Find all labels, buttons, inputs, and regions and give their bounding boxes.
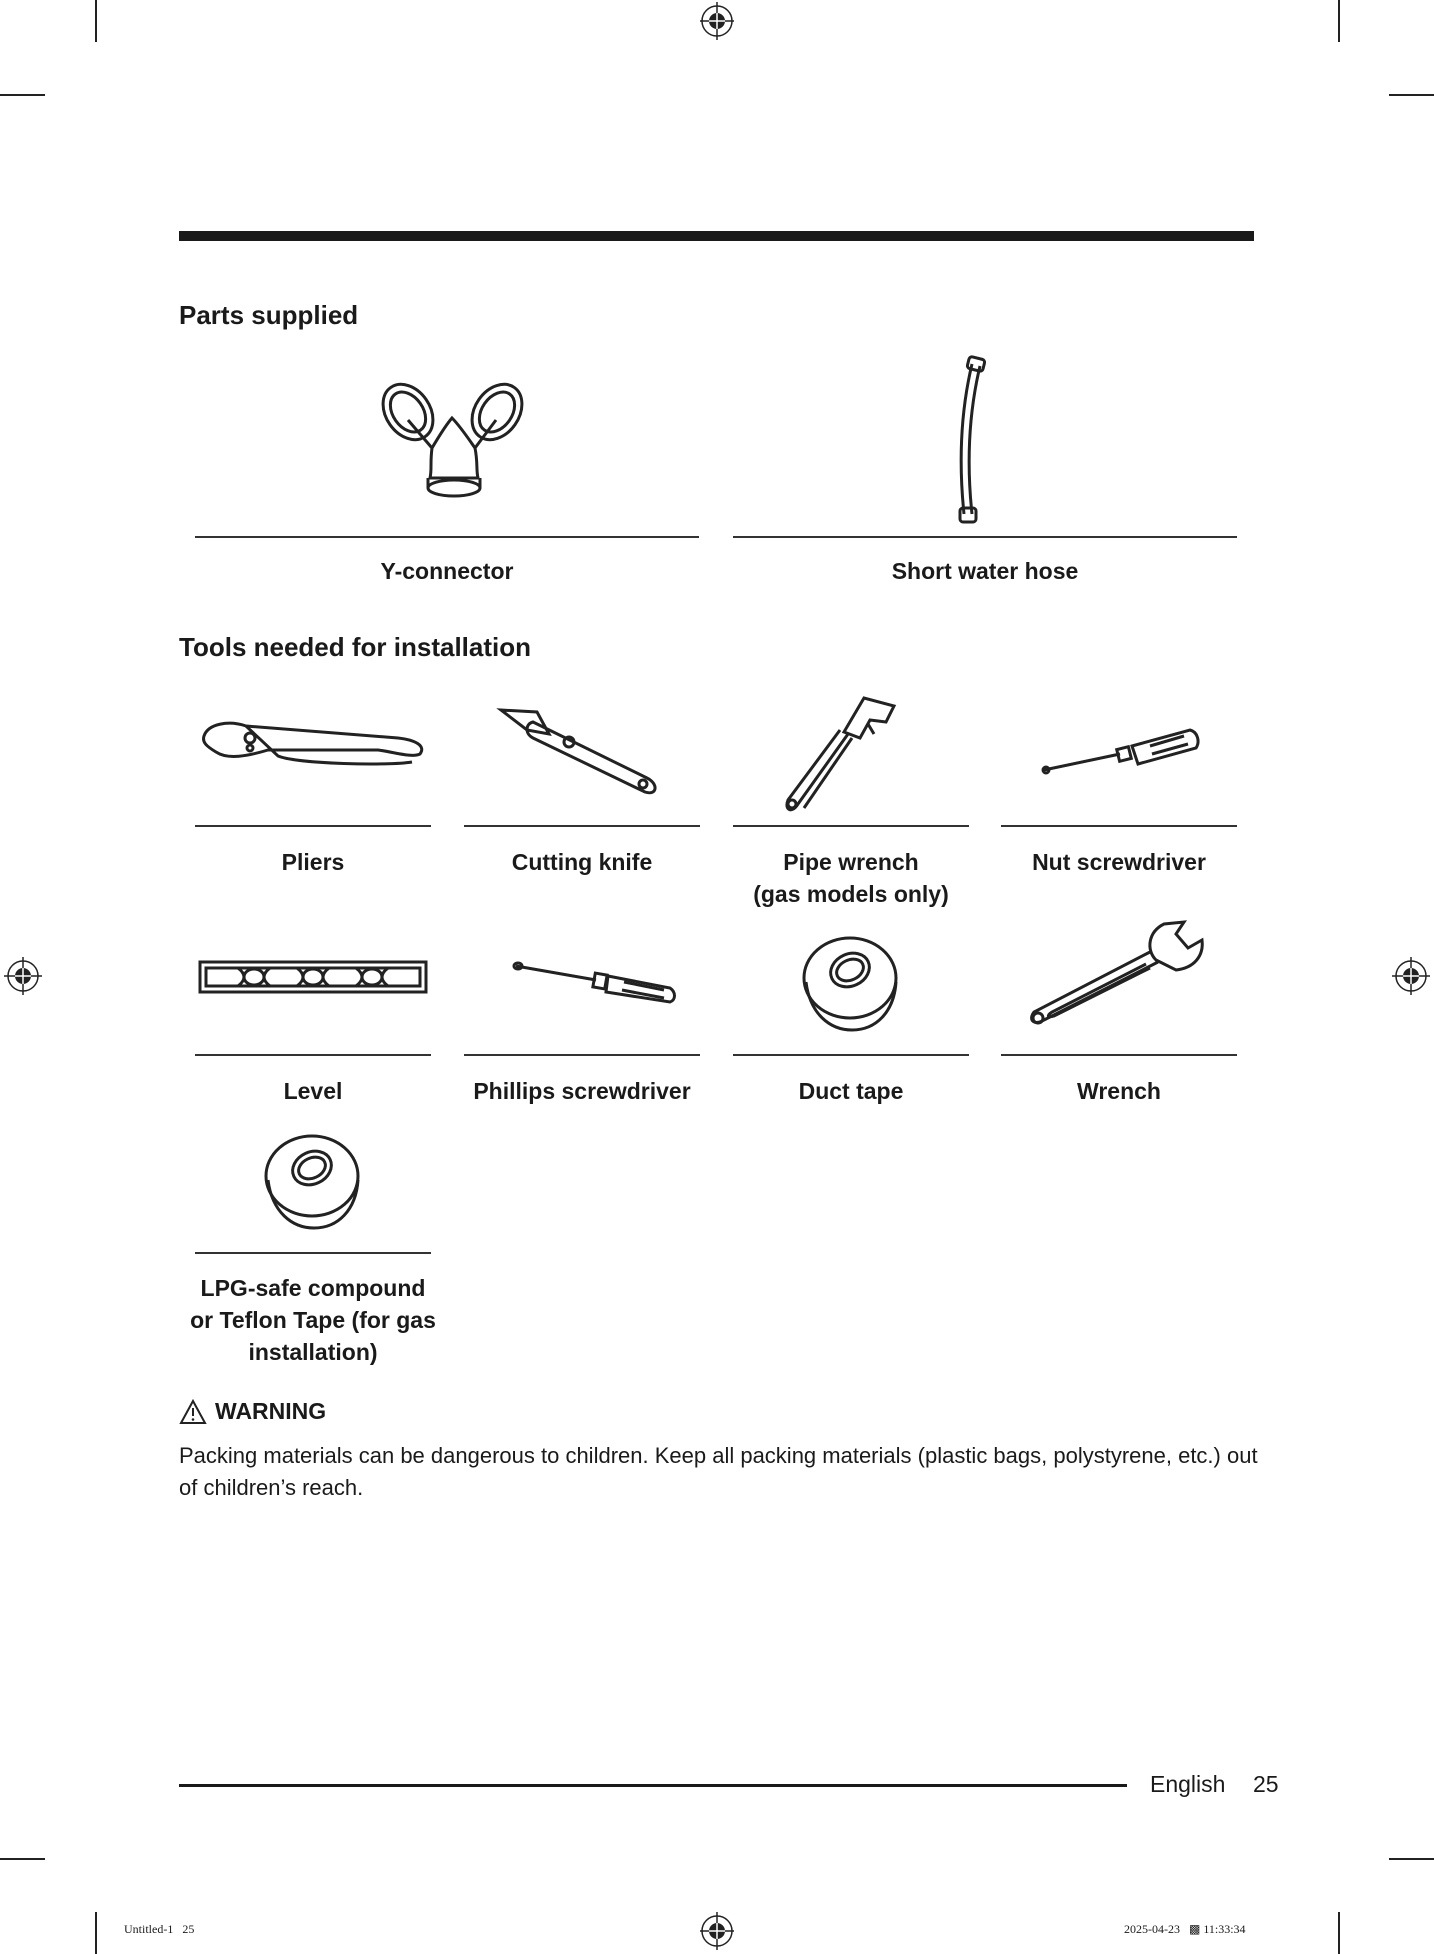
level-icon [198,960,428,996]
water-hose-icon [950,356,990,524]
item-divider [464,825,700,827]
pipe-wrench-icon [782,694,902,816]
parts-supplied-heading: Parts supplied [179,300,359,330]
item-divider [195,536,699,538]
item-divider [733,825,969,827]
registration-mark-icon [700,1912,734,1950]
item-divider [733,536,1237,538]
tools-heading: Tools needed for installation [179,632,531,662]
tool-label-pipe-wrench: Pipe wrench (gas models only) [753,849,949,907]
crop-mark [1389,94,1434,96]
item-divider [1001,1054,1237,1056]
cutting-knife-icon [497,704,663,796]
item-divider [733,1054,969,1056]
tool-label-phillips-screwdriver: Phillips screwdriver [473,1078,691,1104]
part-label-y-connector: Y-connector [380,558,514,584]
item-divider [195,1252,431,1254]
duct-tape-icon [800,932,900,1032]
crop-mark [95,0,97,42]
warning-text: Packing materials can be dangerous to children. Keep all packing materials (plastic bags, polystyrene, etc.) out of children’s reach. [179,1443,1258,1500]
crop-mark [95,1912,97,1954]
tool-label-nut-screwdriver: Nut screwdriver [1032,849,1206,875]
crop-mark [1338,0,1340,42]
print-slug-right: 2025-04-23 ▩ 11:33:34 [1124,1922,1246,1936]
warning-title-text: WARNING [215,1398,327,1424]
page-number: 25 [1253,1771,1279,1797]
footer-rule [179,1784,1127,1787]
item-divider [464,1054,700,1056]
wrench-icon [1026,920,1206,1032]
warning-triangle-icon [179,1399,207,1425]
tool-label-duct-tape: Duct tape [798,1078,904,1104]
print-slug-left: Untitled-1 25 [124,1922,195,1936]
registration-mark-icon [4,957,42,995]
header-rule [179,231,1254,241]
footer-language: English [1150,1771,1226,1797]
tool-label-level: Level [283,1078,343,1104]
item-divider [195,825,431,827]
registration-mark-icon [1392,957,1430,995]
tool-label-pliers: Pliers [281,849,345,875]
crop-mark [1389,1858,1434,1860]
pliers-icon [198,716,428,768]
tool-label-cutting-knife: Cutting knife [511,849,653,875]
nut-screwdriver-icon [1040,720,1200,780]
crop-mark [0,1858,45,1860]
teflon-tape-icon [262,1130,362,1230]
tool-label-wrench: Wrench [1077,1078,1161,1104]
item-divider [1001,825,1237,827]
phillips-screwdriver-icon [512,960,676,1006]
registration-mark-icon [700,2,734,40]
tool-label-lpg-compound: LPG-safe compound or Teflon Tape (for gas installation) [190,1275,436,1365]
y-connector-icon [380,378,525,498]
part-label-short-water-hose: Short water hose [891,558,1079,584]
crop-mark [1338,1912,1340,1954]
crop-mark [0,94,45,96]
warning-title [179,1398,326,1425]
item-divider [195,1054,431,1056]
